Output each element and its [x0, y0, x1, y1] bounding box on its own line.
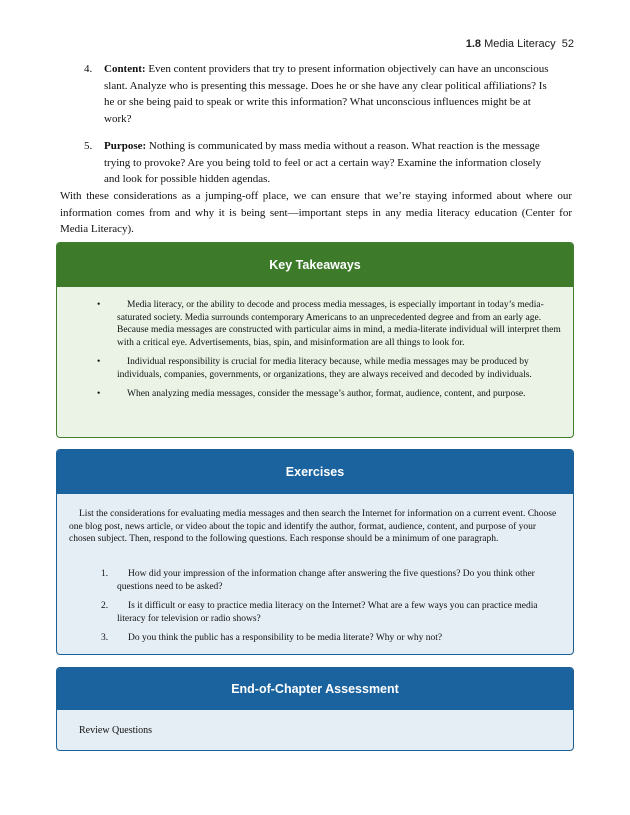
review-questions-label: Review Questions — [79, 725, 153, 736]
exercises-intro: List the considerations for evaluating media messages and then search the Internet for information on a current event. Choose one blog post, news article, or video about the topic and identify the author, format, audience, content, and purpose of your chosen subject. Then, respond to the following questions. Each response should be a minimum of one paragraph. — [69, 509, 557, 544]
takeaway-text: When analyzing media messages, consider the message’s author, format, audience, content, and purpose. — [127, 389, 526, 399]
section-title: Media Literacy — [484, 38, 556, 50]
item-text: Nothing is communicated by mass media without a reason. What reaction is the message trying to provoke? Are you being told to feel or act a certain way? Examine the information closely and look for possible hidden agendas. — [104, 140, 542, 185]
page-number: 52 — [561, 38, 574, 50]
question-number: 2. — [101, 601, 109, 611]
assessment-box — [56, 667, 574, 751]
running-header — [466, 38, 574, 50]
bullet-icon: • — [97, 389, 101, 399]
exercise-questions — [101, 568, 556, 652]
takeaway-text: Media literacy, or the ability to decode and process media messages, is especially important in today’s media-saturated society. Media surrounds contemporary Americans to an unprecedented degree and from an early age. Because media messages are constructed with particular aims in mind, a media-literate individual will interpret them with a critical eye. Advertisements, bias, spin, and misinformation are all things to look for. — [117, 300, 561, 348]
exercises-title: Exercises — [57, 450, 573, 494]
question-text: How did your impression of the information change after answering the five questions? Do you think other questions need to be asked? — [117, 569, 535, 592]
list-item — [97, 299, 562, 349]
item-term: Purpose: — [104, 140, 147, 152]
list-item — [97, 388, 562, 401]
list-item — [84, 61, 556, 127]
intro-paragraph: With these considerations as a jumping-off place, we can ensure that we’re staying informed about where our information comes from and why it is being sent—important steps in any media literacy education (Center for Media Literacy). — [60, 190, 572, 235]
list-item — [84, 138, 556, 188]
exercises-box — [56, 449, 574, 655]
key-takeaways-box — [56, 242, 574, 438]
key-takeaways-title: Key Takeaways — [57, 243, 573, 287]
list-item — [101, 568, 556, 593]
assessment-title: End-of-Chapter Assessment — [57, 668, 573, 710]
question-text: Is it difficult or easy to practice media literacy on the Internet? What are a few ways you can practice media literacy for television or radio shows? — [117, 601, 538, 624]
item-number: 4. — [84, 63, 93, 75]
section-number: 1.8 — [465, 38, 482, 50]
item-text: Even content providers that try to present information objectively can have an unconscious slant. Analyze who is presenting this message. Does he or she have any clear political affiliations? Is he or she being paid to speak or write this information? What unconscious influences might be at work? — [104, 63, 549, 125]
list-item — [101, 600, 556, 625]
bullet-icon: • — [97, 300, 101, 310]
considerations-list — [84, 61, 556, 199]
list-item — [97, 356, 562, 381]
question-number: 3. — [101, 633, 109, 643]
question-text: Do you think the public has a responsibility to be media literate? Why or why not? — [128, 633, 443, 643]
takeaway-text: Individual responsibility is crucial for media literacy because, while media messages may be produced by individuals, companies, governments, or organizations, they are always received and decoded by individuals. — [117, 357, 532, 380]
list-item — [101, 632, 556, 645]
item-term: Content: — [104, 63, 146, 75]
item-number: 5. — [84, 140, 93, 152]
takeaways-list — [97, 299, 562, 408]
question-number: 1. — [101, 569, 109, 579]
bullet-icon: • — [97, 357, 101, 367]
